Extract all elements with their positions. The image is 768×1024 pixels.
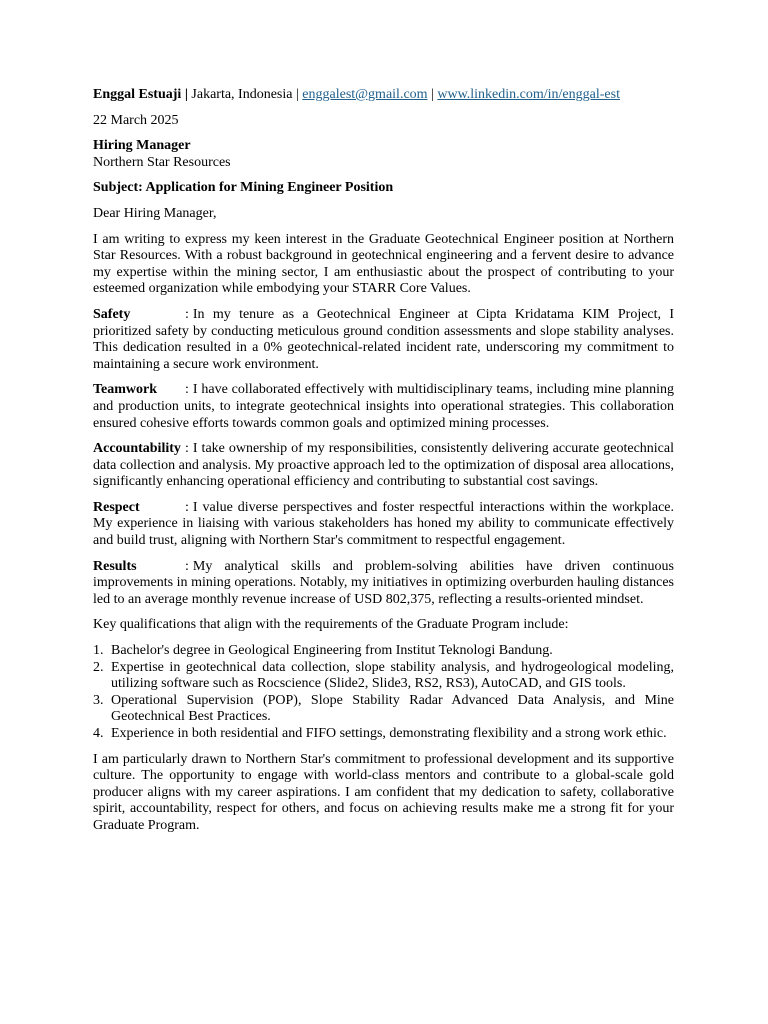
- value-teamwork: [93, 382, 674, 432]
- value-colon: :: [185, 441, 189, 457]
- value-colon: :: [185, 558, 189, 574]
- list-number: 4.: [93, 726, 104, 741]
- value-safety: [93, 307, 674, 373]
- list-item: [93, 643, 674, 660]
- value-text: I value diverse perspectives and foster respectful interactions within the workplace. My experience in liaising with various stakeholders has honed my ability to communicate effectively and build trust, aligning with Northern Star's commitment to respectful engagement.: [93, 499, 674, 549]
- list-text: Expertise in geotechnical data collection, slope stability analysis, and hydrogeological modeling, utilizing software such as Rocscience (Slide2, Slide3, RS2, RS3), AutoCAD, and GIS tools.: [111, 659, 674, 692]
- list-item: [93, 726, 674, 743]
- value-results: [93, 559, 674, 609]
- email-link[interactable]: enggalest@gmail.com: [302, 87, 428, 102]
- value-label: Safety: [93, 306, 131, 322]
- header-separator: |: [295, 87, 299, 102]
- list-number: 2.: [93, 659, 104, 675]
- value-text: I have collaborated effectively with multidisciplinary teams, including mine planning and production units, to integrate geotechnical insights into operational strategies. This collaboration ensured cohesive efforts towards common goals and optimized mining processes.: [93, 382, 674, 431]
- contact-header: [93, 87, 674, 104]
- sender-name: Enggal Estuaji: [93, 87, 182, 102]
- list-text: Operational Supervision (POP), Slope Stability Radar Advanced Data Analysis, and Mine Geotechnical Best Practices.: [111, 692, 674, 725]
- value-accountability: [93, 441, 674, 491]
- value-label: Respect: [93, 499, 140, 515]
- value-text: In my tenure as a Geotechnical Engineer at Cipta Kridatama KIM Project, I prioritized safety by conducting meticulous ground condition assessments and slope stability analyses. This dedication resulted in a 0% geotechnical-related incident rate, underscoring my commitment to maintaining a secure work environment.: [93, 306, 674, 372]
- recipient-company: Northern Star Resources: [93, 154, 231, 170]
- list-number: 1.: [93, 643, 104, 659]
- value-colon: :: [185, 499, 189, 515]
- header-separator: |: [184, 87, 188, 102]
- sender-location: Jakarta, Indonesia: [191, 87, 293, 102]
- value-label: Accountability: [93, 441, 181, 457]
- recipient-title: Hiring Manager: [93, 138, 191, 154]
- value-colon: :: [185, 382, 189, 398]
- value-label: Results: [93, 558, 137, 574]
- list-text: Experience in both residential and FIFO settings, demonstrating flexibility and a strong work ethic.: [111, 726, 667, 741]
- qualifications-list: [93, 643, 674, 743]
- letter-date: 22 March 2025: [93, 112, 179, 128]
- list-number: 3.: [93, 692, 104, 708]
- header-separator: |: [431, 87, 434, 102]
- value-respect: [93, 500, 674, 550]
- intro-paragraph: I am writing to express my keen interest in the Graduate Geotechnical Engineer position at Northern Star Resources. With a robust background in geotechnical engineering and a fervent desire to advance my expertise within the mining sector, I am enthusiastic about the prospect of contributing to your esteemed organization while embodying your STARR Core Values.: [93, 231, 674, 297]
- recipient-block: [93, 138, 674, 171]
- linkedin-link[interactable]: www.linkedin.com/in/enggal-est: [437, 87, 620, 102]
- value-text: My analytical skills and problem-solving abilities have driven continuous improvements in mining operations. Notably, my initiatives in optimizing overburden hauling distances led to an average monthly revenue increase of USD 802,375, reflecting a results-oriented mindset.: [93, 558, 674, 607]
- subject-line: [93, 180, 674, 197]
- closing-paragraph: I am particularly drawn to Northern Star's commitment to professional development and its supportive culture. The opportunity to engage with world-class mentors and contribute to a global-scale gold producer aligns with my career aspirations. I am confident that my dedication to safety, collaborative spirit, accountability, respect for others, and focus on achieving results make me a strong fit for your Graduate Program.: [93, 751, 674, 833]
- list-item: [93, 693, 674, 726]
- list-text: Bachelor's degree in Geological Engineering from Institut Teknologi Bandung.: [111, 643, 553, 659]
- subject-text: Subject: Application for Mining Engineer Position: [93, 180, 394, 196]
- value-colon: :: [185, 306, 189, 322]
- qualifications-intro: Key qualifications that align with the requirements of the Graduate Program include:: [93, 617, 569, 633]
- list-item: [93, 660, 674, 693]
- value-text: I take ownership of my responsibilities, consistently delivering accurate geotechnical data collection and analysis. My proactive approach led to the optimization of disposal area allocations, significantly enhancing operational efficiency and contributing to substantial cost savings.: [93, 441, 674, 490]
- letter-body: [93, 87, 674, 844]
- value-label: Teamwork: [93, 382, 158, 398]
- salutation: Dear Hiring Manager,: [93, 205, 217, 221]
